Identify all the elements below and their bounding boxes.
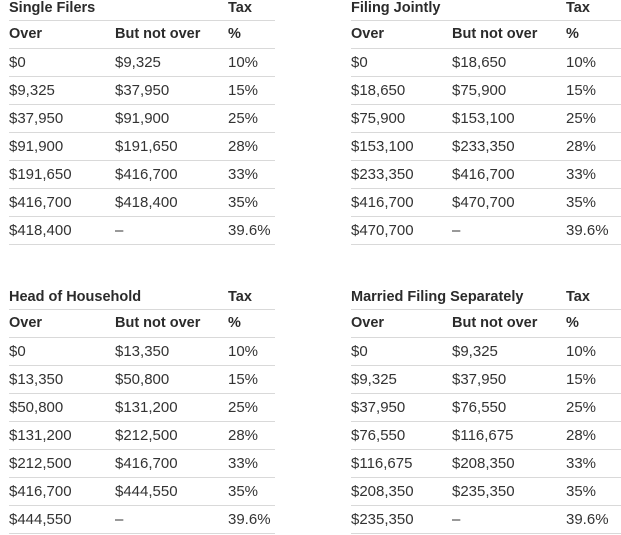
cell-over: $116,675: [351, 455, 413, 472]
table-row: [351, 133, 621, 161]
cell-rate: 35%: [566, 194, 597, 211]
table-row: [351, 189, 621, 217]
cell-but-not-over: $116,675: [452, 427, 514, 444]
cell-rate: 28%: [566, 427, 597, 444]
cell-over: $76,550: [351, 427, 406, 444]
cell-rate: 39.6%: [566, 511, 609, 528]
cell-over: $191,650: [9, 166, 72, 183]
column-header-over: Over: [9, 26, 43, 42]
cell-over: $0: [9, 54, 26, 71]
cell-rate: 35%: [566, 483, 597, 500]
single-filers-table: [9, 0, 275, 244]
cell-rate: 15%: [228, 82, 259, 99]
cell-rate: 39.6%: [566, 222, 609, 239]
cell-but-not-over: –: [115, 222, 124, 239]
cell-over: $91,900: [9, 138, 64, 155]
cell-rate: 25%: [228, 110, 259, 127]
cell-rate: 10%: [566, 343, 597, 360]
cell-but-not-over: $235,350: [452, 483, 515, 500]
table-row: [351, 478, 621, 506]
cell-rate: 10%: [566, 54, 597, 71]
cell-rate: 15%: [566, 82, 597, 99]
table-title: Head of Household: [9, 289, 142, 305]
table-row: [351, 77, 621, 105]
table-row: [9, 133, 275, 161]
column-header-over: Over: [351, 26, 385, 42]
table-row: [351, 105, 621, 133]
cell-over: $233,350: [351, 166, 414, 183]
cell-over: $37,950: [9, 110, 64, 127]
table-row: [9, 217, 275, 245]
table-row: [9, 394, 275, 422]
cell-over: $9,325: [9, 82, 55, 99]
column-header-but-not-over: But not over: [452, 315, 538, 331]
cell-rate: 39.6%: [228, 222, 271, 239]
table-row: [351, 450, 621, 478]
cell-rate: 39.6%: [228, 511, 271, 528]
cell-rate: 35%: [228, 194, 259, 211]
table-title: Filing Jointly: [351, 0, 441, 16]
cell-but-not-over: $9,325: [115, 54, 161, 71]
cell-over: $416,700: [9, 483, 72, 500]
cell-but-not-over: $13,350: [115, 343, 170, 360]
cell-but-not-over: $76,550: [452, 399, 507, 416]
cell-over: $131,200: [9, 427, 72, 444]
table-row: [9, 450, 275, 478]
header-divider: [351, 309, 621, 310]
table-row: [9, 161, 275, 189]
cell-but-not-over: –: [452, 222, 461, 239]
cell-but-not-over: –: [115, 511, 124, 528]
tax-column-label: Tax: [566, 0, 590, 16]
cell-rate: 15%: [228, 371, 259, 388]
column-header-rate: %: [228, 26, 241, 42]
cell-over: $0: [351, 343, 368, 360]
tax-column-label: Tax: [566, 289, 590, 305]
cell-rate: 10%: [228, 343, 259, 360]
column-header-over: Over: [9, 315, 43, 331]
table-row: [9, 105, 275, 133]
column-header-but-not-over: But not over: [452, 26, 538, 42]
cell-but-not-over: $416,700: [452, 166, 515, 183]
cell-over: $0: [9, 343, 26, 360]
table-row: [9, 478, 275, 506]
cell-over: $416,700: [9, 194, 72, 211]
table-row: [9, 49, 275, 77]
cell-but-not-over: $37,950: [452, 371, 507, 388]
cell-but-not-over: $444,550: [115, 483, 178, 500]
cell-but-not-over: $75,900: [452, 82, 507, 99]
header-divider: [351, 20, 621, 21]
cell-but-not-over: $50,800: [115, 371, 170, 388]
table-row: [351, 161, 621, 189]
table-row: [351, 338, 621, 366]
cell-over: $13,350: [9, 371, 64, 388]
cell-rate: 33%: [566, 455, 597, 472]
cell-over: $212,500: [9, 455, 72, 472]
column-header-rate: %: [566, 26, 579, 42]
cell-but-not-over: $191,650: [115, 138, 178, 155]
table-row: [351, 422, 621, 450]
header-divider: [9, 309, 275, 310]
table-row: [351, 394, 621, 422]
table-title: Single Filers: [9, 0, 96, 16]
filing-jointly-table: [351, 0, 621, 244]
table-row: [351, 49, 621, 77]
column-header-over: Over: [351, 315, 385, 331]
cell-but-not-over: $416,700: [115, 166, 178, 183]
table-row: [9, 422, 275, 450]
cell-but-not-over: $233,350: [452, 138, 515, 155]
cell-over: $208,350: [351, 483, 414, 500]
header-divider: [9, 20, 275, 21]
table-row: [351, 366, 621, 394]
tax-column-label: Tax: [228, 0, 252, 16]
cell-over: $416,700: [351, 194, 414, 211]
cell-rate: 15%: [566, 371, 597, 388]
table-bottom-divider: [351, 533, 621, 534]
cell-but-not-over: $153,100: [452, 110, 515, 127]
tax-column-label: Tax: [228, 289, 252, 305]
table-row: [351, 506, 621, 534]
cell-but-not-over: $9,325: [452, 343, 498, 360]
cell-over: $75,900: [351, 110, 406, 127]
cell-but-not-over: $416,700: [115, 455, 178, 472]
table-row: [9, 366, 275, 394]
column-header-rate: %: [566, 315, 579, 331]
cell-but-not-over: $131,200: [115, 399, 178, 416]
cell-over: $444,550: [9, 511, 72, 528]
married-filing-separately-table: [351, 289, 621, 533]
cell-rate: 33%: [228, 166, 259, 183]
cell-over: $37,950: [351, 399, 406, 416]
table-row: [9, 506, 275, 534]
cell-rate: 25%: [566, 399, 597, 416]
cell-rate: 28%: [228, 427, 259, 444]
cell-rate: 33%: [228, 455, 259, 472]
cell-but-not-over: $91,900: [115, 110, 170, 127]
cell-over: $235,350: [351, 511, 414, 528]
table-bottom-divider: [351, 244, 621, 245]
head-of-household-table: [9, 289, 275, 533]
cell-over: $9,325: [351, 371, 397, 388]
cell-but-not-over: $212,500: [115, 427, 178, 444]
cell-over: $18,650: [351, 82, 406, 99]
cell-over: $470,700: [351, 222, 414, 239]
column-header-rate: %: [228, 315, 241, 331]
table-title: Married Filing Separately: [351, 289, 524, 305]
cell-rate: 25%: [228, 399, 259, 416]
cell-over: $418,400: [9, 222, 72, 239]
cell-but-not-over: $37,950: [115, 82, 170, 99]
table-row: [9, 189, 275, 217]
cell-rate: 10%: [228, 54, 259, 71]
cell-but-not-over: $418,400: [115, 194, 178, 211]
cell-rate: 28%: [228, 138, 259, 155]
cell-over: $0: [351, 54, 368, 71]
cell-but-not-over: –: [452, 511, 461, 528]
cell-rate: 25%: [566, 110, 597, 127]
table-row: [9, 77, 275, 105]
column-header-but-not-over: But not over: [115, 26, 201, 42]
cell-rate: 35%: [228, 483, 259, 500]
table-row: [9, 338, 275, 366]
cell-over: $153,100: [351, 138, 414, 155]
cell-rate: 33%: [566, 166, 597, 183]
table-bottom-divider: [9, 533, 275, 534]
column-header-but-not-over: But not over: [115, 315, 201, 331]
table-row: [351, 217, 621, 245]
cell-but-not-over: $208,350: [452, 455, 515, 472]
cell-over: $50,800: [9, 399, 64, 416]
cell-but-not-over: $18,650: [452, 54, 507, 71]
cell-rate: 28%: [566, 138, 597, 155]
table-bottom-divider: [9, 244, 275, 245]
cell-but-not-over: $470,700: [452, 194, 515, 211]
